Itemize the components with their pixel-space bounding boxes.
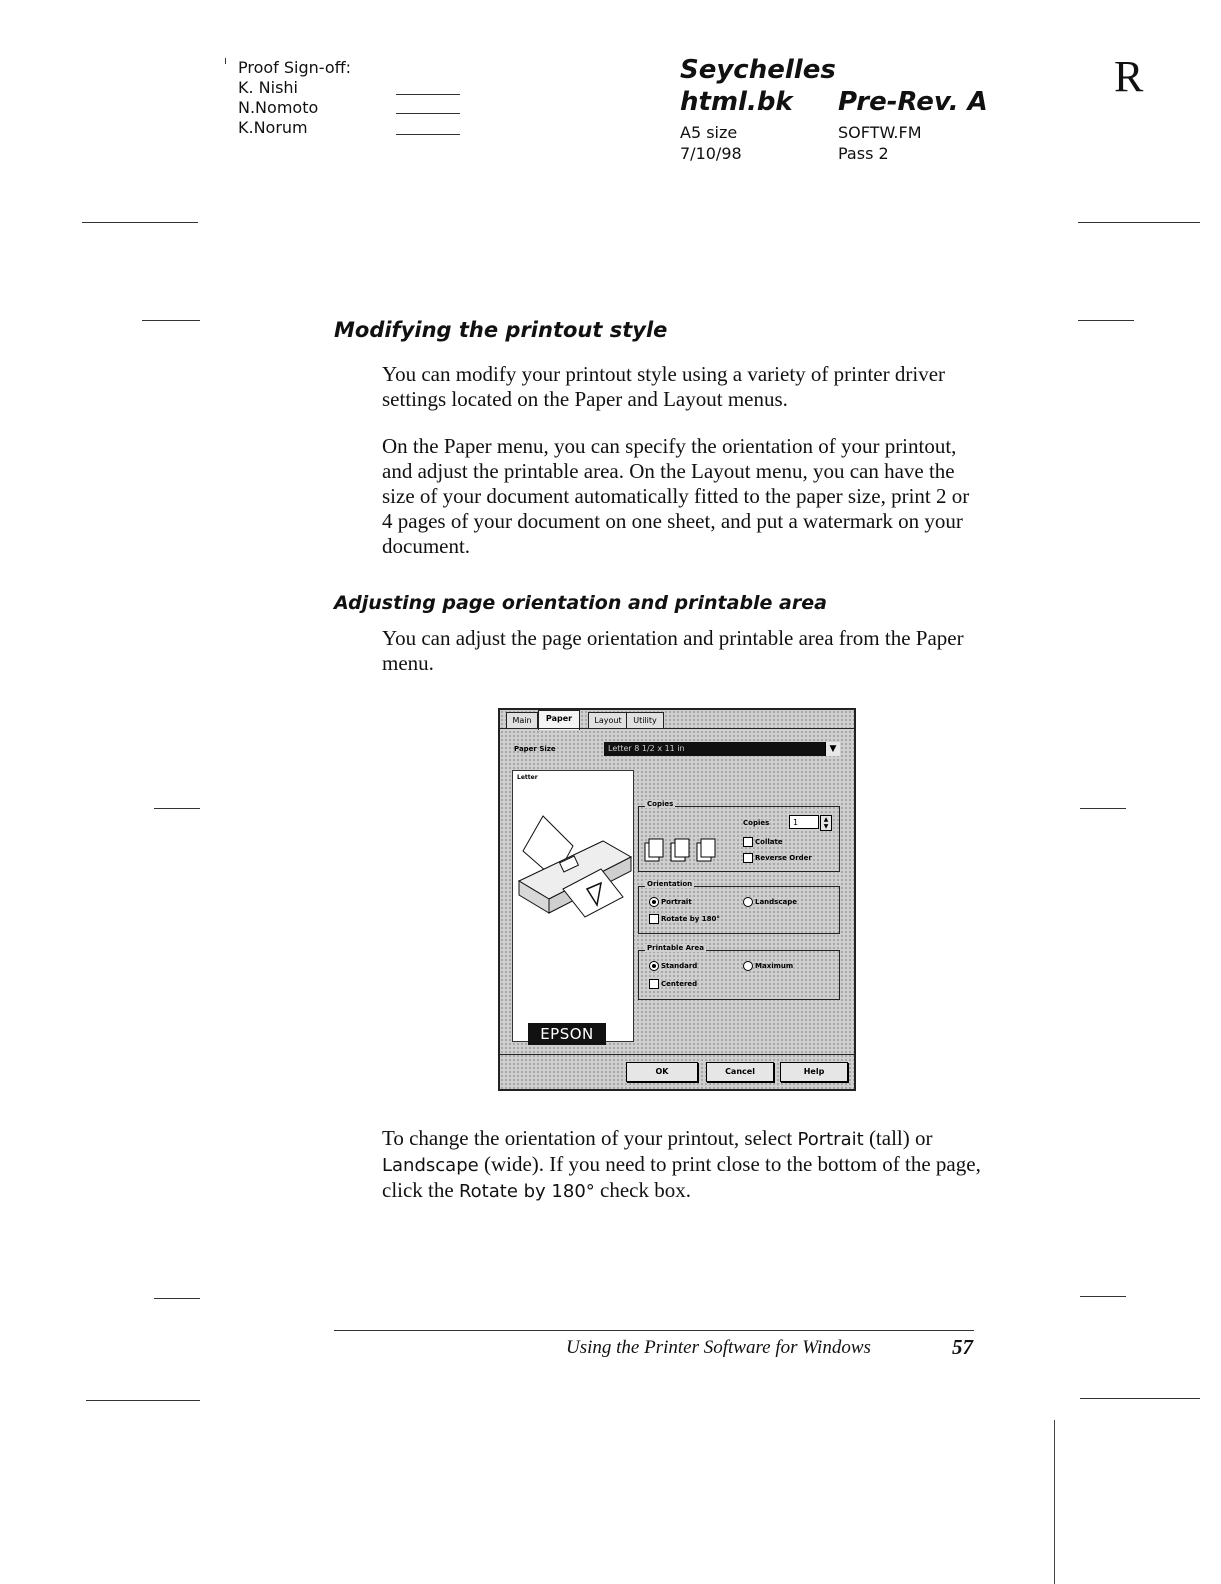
- collate-check-box[interactable]: [743, 837, 753, 847]
- footer-rule: [334, 1330, 974, 1331]
- reverse-order-check-box[interactable]: [743, 853, 753, 863]
- reverse-order-label: Reverse Order: [755, 854, 812, 862]
- portrait-radio-button[interactable]: [649, 897, 659, 907]
- tab-layout[interactable]: Layout: [588, 712, 628, 729]
- centered-checkbox[interactable]: [649, 979, 697, 989]
- rotate-check-box[interactable]: [649, 914, 659, 924]
- centered-label: Centered: [661, 980, 698, 988]
- epson-logo: EPSON: [528, 1023, 606, 1045]
- signoff-block: [238, 58, 351, 138]
- maximum-radio[interactable]: [743, 961, 793, 971]
- standard-radio[interactable]: [649, 961, 697, 971]
- chevron-down-icon[interactable]: ▼: [825, 742, 840, 756]
- text-run: (tall) or: [863, 1126, 933, 1150]
- standard-radio-button[interactable]: [649, 961, 659, 971]
- tab-paper[interactable]: Paper: [538, 710, 580, 730]
- maximum-label: Maximum: [755, 962, 794, 970]
- orientation-group-label: Orientation: [647, 880, 693, 888]
- paper-preview: [512, 770, 634, 1042]
- tab-utility[interactable]: Utility: [626, 712, 664, 729]
- reverse-order-checkbox[interactable]: [743, 853, 812, 863]
- printer-properties-dialog: [498, 708, 856, 1091]
- collate-label: Collate: [755, 838, 783, 846]
- landscape-radio[interactable]: [743, 897, 797, 907]
- tab-letter: R: [1114, 52, 1144, 101]
- tab-main[interactable]: Main: [506, 712, 538, 729]
- portrait-term: Portrait: [797, 1129, 864, 1150]
- portrait-radio[interactable]: [649, 897, 692, 907]
- preview-paper-label: Letter: [517, 774, 538, 781]
- text-run: (wide). If you need to print close to the bottom of the page, click the: [382, 1152, 981, 1202]
- copies-input[interactable]: 1: [789, 815, 819, 829]
- proof-tick-mark: [224, 58, 230, 64]
- crop-mark: [82, 222, 198, 223]
- printable-area-group-label: Printable Area: [647, 944, 704, 952]
- crop-mark: [154, 808, 200, 809]
- signoff-name: K.Norum: [238, 118, 308, 137]
- section-paragraph: On the Paper menu, you can specify the orientation of your printout, and adjust the printable area. On the Layout menu, you can have the size of your document automatically fitted to the paper size, print 2 or 4 pages of your document on one sheet, and put a watermark on your document.: [382, 434, 970, 558]
- file-name: SOFTW.FM: [838, 123, 922, 142]
- paper-size: A5 size: [680, 123, 738, 142]
- doc-date: 7/10/98: [680, 144, 742, 163]
- paper-size-label: Paper Size: [514, 745, 556, 753]
- rotate-term: Rotate by 180°: [458, 1181, 595, 1202]
- landscape-label: Landscape: [755, 898, 797, 906]
- help-button[interactable]: Help: [780, 1062, 848, 1082]
- collate-pages-icon: [643, 837, 723, 867]
- text-run: check box.: [594, 1178, 691, 1202]
- subsection-heading: Adjusting page orientation and printable area: [334, 592, 827, 614]
- footer-chapter-title: Using the Printer Software for Windows: [566, 1337, 871, 1358]
- signoff-title: Proof Sign-off:: [238, 58, 352, 77]
- button-strip-line: [500, 1054, 854, 1055]
- signoff-line: [396, 94, 460, 95]
- crop-mark: [142, 320, 200, 321]
- rotate-label: Rotate by 180°: [661, 915, 720, 923]
- maximum-radio-button[interactable]: [743, 961, 753, 971]
- crop-mark: [1080, 1296, 1126, 1297]
- paper-size-select[interactable]: [604, 742, 840, 756]
- project-name: Seychelles: [680, 55, 836, 85]
- copies-spinner[interactable]: ▲ ▼: [820, 815, 832, 831]
- printer-icon: [513, 771, 633, 1041]
- cancel-button[interactable]: Cancel: [706, 1062, 774, 1082]
- centered-check-box[interactable]: [649, 979, 659, 989]
- subsection-paragraph: You can adjust the page orientation and printable area from the Paper menu.: [382, 626, 964, 675]
- landscape-term: Landscape: [382, 1155, 479, 1176]
- collate-checkbox[interactable]: [743, 837, 783, 847]
- page-number: 57: [952, 1335, 973, 1359]
- orientation-group: [638, 880, 840, 934]
- section-paragraph: You can modify your printout style using a variety of printer driver settings located on the Paper and Layout menus.: [382, 362, 946, 411]
- signoff-name: N.Nomoto: [238, 98, 319, 117]
- tab-strip-line: [500, 728, 854, 729]
- text-run: To change the orientation of your printout, select: [382, 1126, 798, 1150]
- crop-mark: [1078, 222, 1200, 223]
- standard-label: Standard: [661, 962, 698, 970]
- crop-mark: [1080, 1398, 1200, 1399]
- portrait-label: Portrait: [661, 898, 692, 906]
- printable-area-group: [638, 944, 840, 1000]
- signoff-name: K. Nishi: [238, 78, 298, 97]
- copies-label: Copies: [743, 819, 770, 827]
- paper-size-value: Letter 8 1/2 x 11 in: [608, 744, 685, 753]
- landscape-radio-button[interactable]: [743, 897, 753, 907]
- signoff-line: [396, 134, 460, 135]
- rotate-checkbox[interactable]: [649, 914, 720, 924]
- orientation-paragraph: [382, 1126, 982, 1204]
- copies-group-label: Copies: [647, 800, 674, 808]
- signoff-line: [396, 113, 460, 114]
- crop-mark: [86, 1400, 200, 1401]
- copies-group: [638, 800, 840, 872]
- section-heading: Modifying the printout style: [334, 318, 668, 342]
- crop-mark: [154, 1298, 200, 1299]
- crop-mark: [1078, 320, 1134, 321]
- revision: Pre-Rev. A: [838, 87, 988, 117]
- ok-button[interactable]: OK: [626, 1062, 698, 1082]
- book-name: html.bk: [680, 87, 793, 117]
- crop-mark-vertical: [1054, 1420, 1055, 1584]
- crop-mark: [1080, 808, 1126, 809]
- pass-number: Pass 2: [838, 144, 889, 163]
